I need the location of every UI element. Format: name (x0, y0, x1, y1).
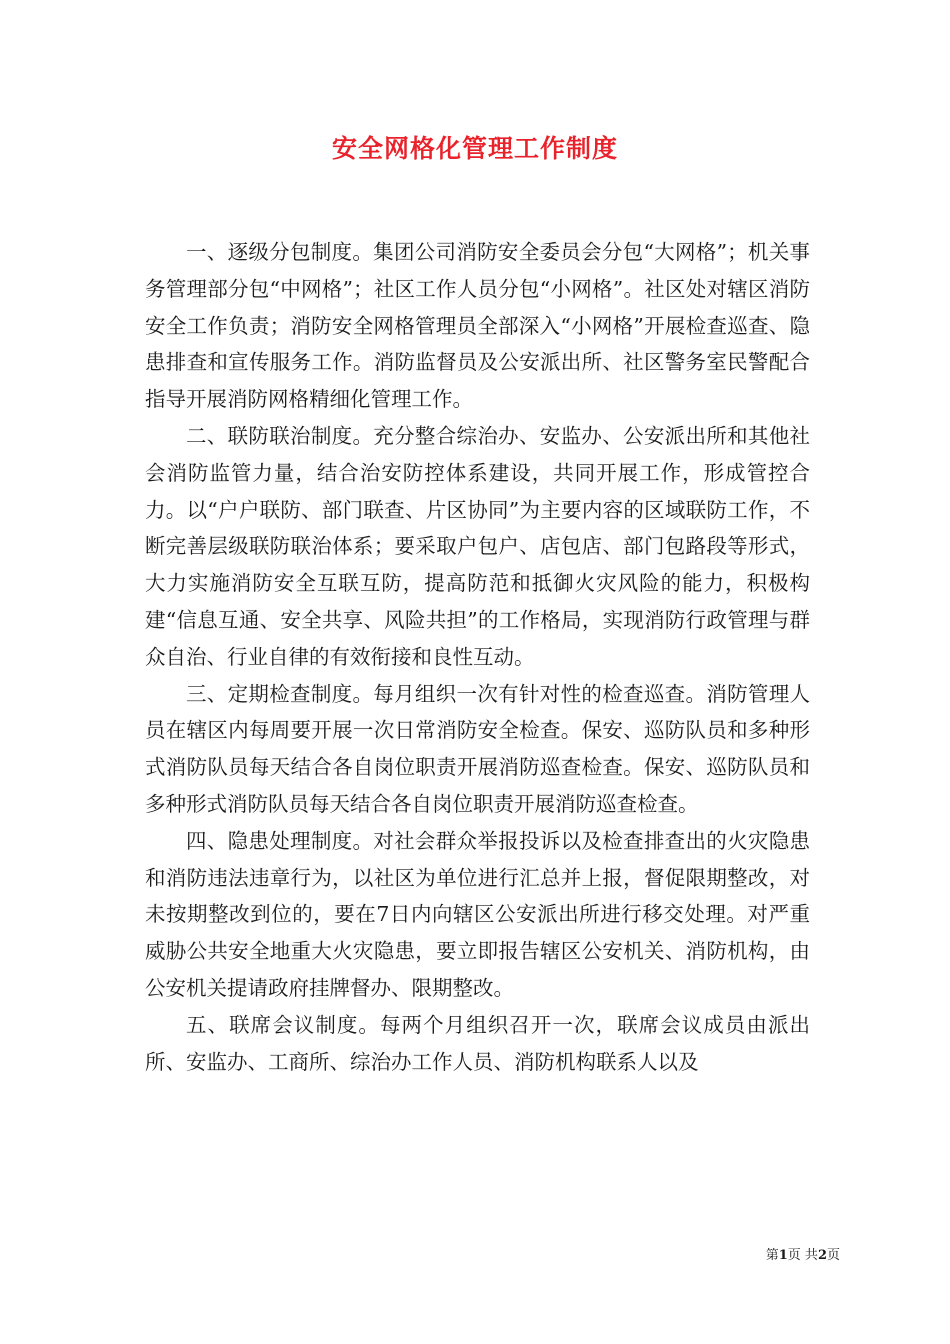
page-number-footer (690, 1247, 840, 1265)
paragraph-2: 二、联防联治制度。充分整合综治办、安监办、公安派出所和其他社会消防监管力量，结合治安防控体系建设，共同开展工作，形成管控合力。以“户户联防、部门联查、片区协同”为主要内容的区域联防工作，不断完善层级联防联治体系；要采取户包户、店包店、部门包路段等形式，大力实施消防安全互联互防，提高防范和抵御火灾风险的能力，积极构建“信息互通、安全共享、风险共担”的工作格局，实现消防行政管理与群众自治、行业自律的有效衔接和良性互动。 (145, 423, 810, 669)
paragraph-5: 五、联席会议制度。每两个月组织召开一次，联席会议成员由派出所、安监办、工商所、综治办工作人员、消防机构联系人以及 (145, 1012, 810, 1074)
document-title: 安全网格化管理工作制度 (331, 134, 618, 163)
paragraph-1: 一、逐级分包制度。集团公司消防安全委员会分包“大网格”；机关事务管理部分包“中网格”；社区工作人员分包“小网格”。社区处对辖区消防安全工作负责；消防安全网格管理员全部深入“小网格”开展检查巡查、隐患排查和宣传服务工作。消防监督员及公安派出所、社区警务室民警配合指导开展消防网格精细化管理工作。 (145, 240, 810, 412)
total-pages-number: 2 (817, 1248, 827, 1263)
paragraph-3: 三、定期检查制度。每月组织一次有针对性的检查巡查。消防管理人员在辖区内每周要开展一次日常消防安全检查。保安、巡防队员和多种形式消防队员每天结合各自岗位职责开展消防巡查检查。保安、巡防队员和多种形式消防队员每天结合各自岗位职责开展消防巡查检查。 (145, 681, 810, 816)
footer-prefix: 第 (765, 1248, 779, 1263)
footer-suffix: 页 (826, 1248, 840, 1263)
document-body (145, 234, 810, 1080)
paragraph-4: 四、隐患处理制度。对社会群众举报投诉以及检查排查出的火灾隐患和消防违法违章行为，以社区为单位进行汇总并上报，督促限期整改，对未按期整改到位的，要在7日内向辖区公安派出所进行移交处理。对严重威胁公共安全地重大火灾隐患，要立即报告辖区公安机关、消防机构，由公安机关提请政府挂牌督办、限期整改。 (145, 828, 810, 1000)
current-page-number: 1 (778, 1248, 788, 1263)
footer-middle: 页 共 (787, 1248, 818, 1263)
